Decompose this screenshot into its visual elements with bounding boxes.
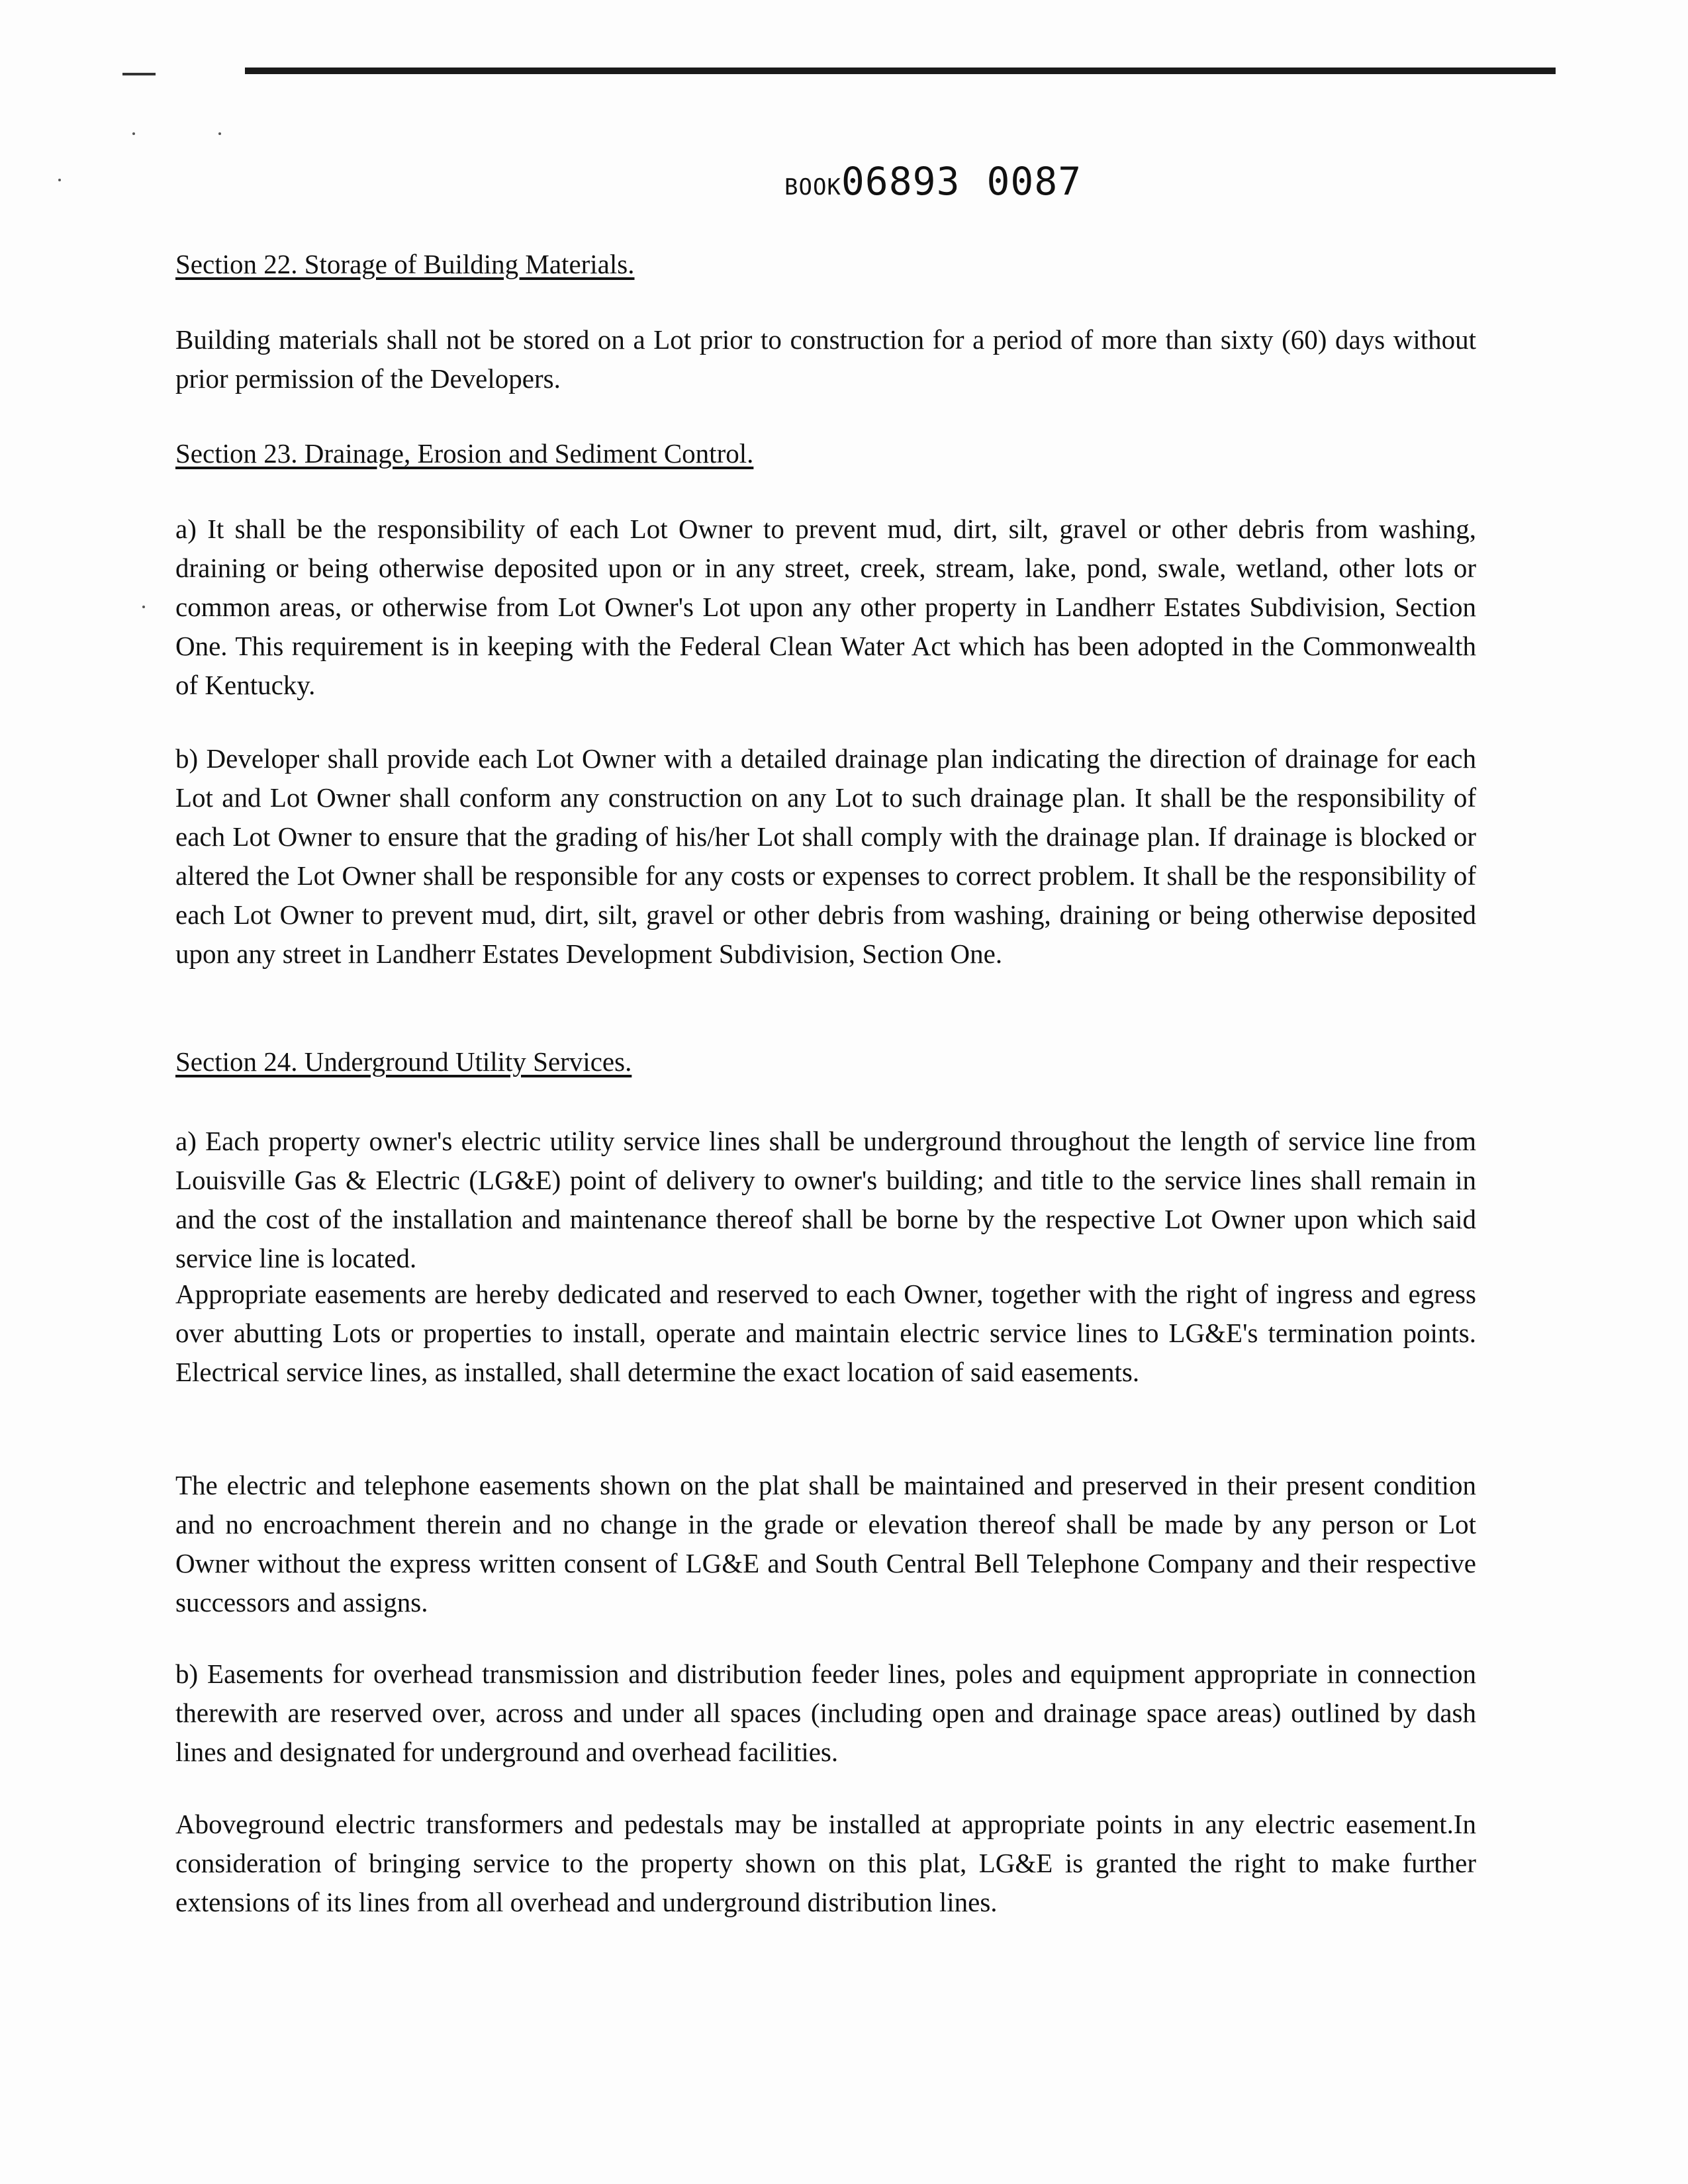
top-scan-rule: [245, 68, 1556, 74]
section-24-paragraph-easements: Appropriate easements are hereby dedicated and reserved to each Owner, together with the right of ingress and egress over abutting Lots or properties to install, operate and maintain electric service lines to LG&E's termination points. Electrical service lines, as installed, shall determine the exact location of said easements.: [175, 1279, 1476, 1387]
scan-speck: [132, 132, 135, 135]
book-page-stamp: [784, 159, 1082, 204]
section-24-paragraph-b: b) Easements for overhead transmission and distribution feeder lines, poles and equipment appropriate in connection therewith are reserved over, across and under all spaces (including open and drainage space areas) outlined by dash lines and designated for underground and overhead facilities.: [175, 1659, 1476, 1767]
page-number: 0087: [986, 159, 1082, 204]
scan-speck: [142, 606, 145, 608]
section-23-paragraph-a: a) It shall be the responsibility of each Lot Owner to prevent mud, dirt, silt, gravel or other debris from washing, draining or being otherwise deposited upon or in any street, creek, stream, lake, pond, swale, wetland, other lots or common areas, or otherwise from Lot Owner's Lot upon any other property in Landherr Estates Subdivision, Section One. This requirement is in keeping with the Federal Clean Water Act which has been adopted in the Commonwealth of Kentucky.: [175, 514, 1476, 700]
scan-speck: [58, 179, 61, 181]
section-22-heading: Section 22. Storage of Building Materials.: [175, 249, 635, 279]
scan-speck: [218, 132, 221, 135]
book-prefix: BOOK: [784, 174, 841, 201]
section-22-paragraph: Building materials shall not be stored on a Lot prior to construction for a period of more than sixty (60) days without prior permission of the Developers.: [175, 324, 1476, 394]
section-24-paragraph-telephone: The electric and telephone easements shown on the plat shall be maintained and preserved in their present condition and no encroachment therein and no change in the grade or elevation thereof shall be made by any person or Lot Owner without the express written consent of LG&E and South Central Bell Telephone Company and their respective successors and assigns.: [175, 1470, 1476, 1617]
section-23-paragraph-b: b) Developer shall provide each Lot Owner with a detailed drainage plan indicating the direction of drainage for each Lot and Lot Owner shall conform any construction on any Lot to such drainage plan. It shall be the responsibility of each Lot Owner to ensure that the grading of his/her Lot shall comply with the drainage plan. If drainage is blocked or altered the Lot Owner shall be responsible for any costs or expenses to correct problem. It shall be the responsibility of each Lot Owner to prevent mud, dirt, silt, gravel or other debris from washing, draining or being otherwise deposited upon any street in Landherr Estates Development Subdivision, Section One.: [175, 743, 1476, 969]
section-24-paragraph-a: a) Each property owner's electric utility service lines shall be underground throughout the length of service line from Louisville Gas & Electric (LG&E) point of delivery to owner's building; and title to the service lines shall remain in and the cost of the installation and maintenance thereof shall be borne by the respective Lot Owner upon which said service line is located.: [175, 1126, 1476, 1273]
section-24-heading: Section 24. Underground Utility Services.: [175, 1046, 632, 1077]
book-number: 06893: [841, 159, 961, 204]
scan-mark: [122, 73, 156, 75]
section-24-paragraph-transformers: Aboveground electric transformers and pedestals may be installed at appropriate points in any electric easement.In consideration of bringing service to the property shown on this plat, LG&E is granted the right to make further extensions of its lines from all overhead and underground distribution lines.: [175, 1809, 1476, 1917]
section-23-heading: Section 23. Drainage, Erosion and Sediment Control.: [175, 438, 754, 469]
